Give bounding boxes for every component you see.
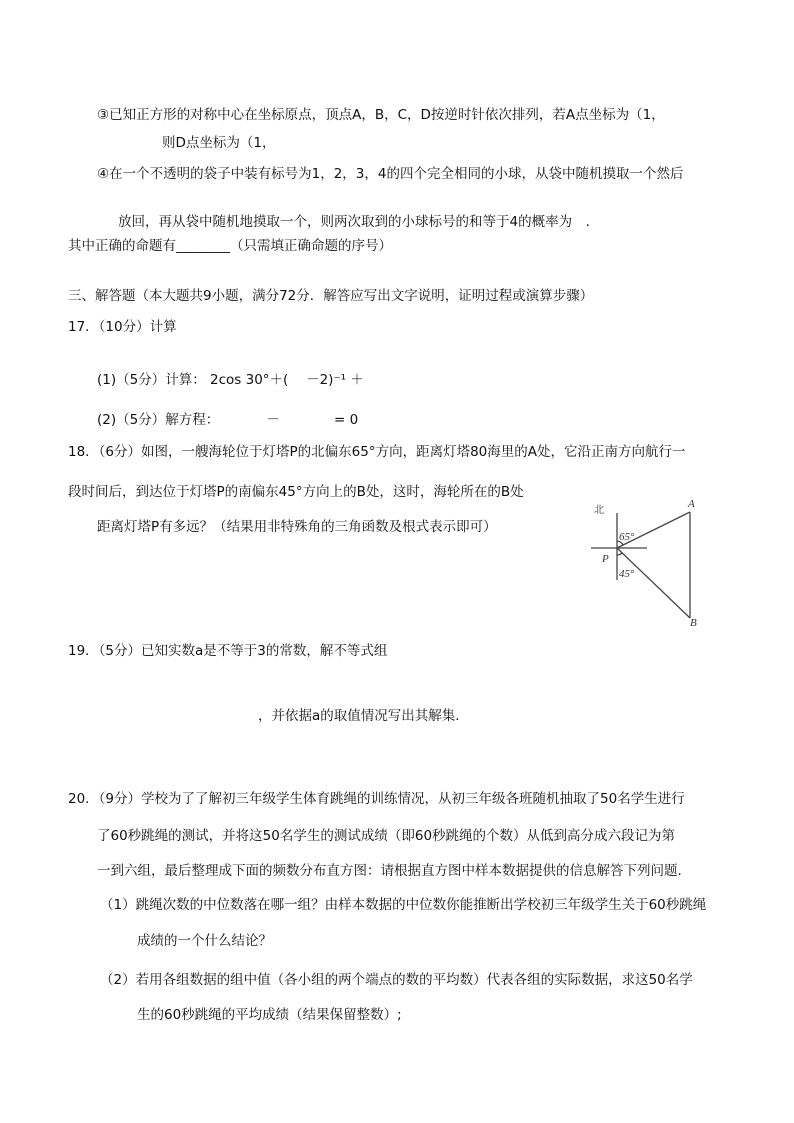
q17-title: 17．（10分）计算	[68, 319, 177, 335]
q18-line2: 段时间后，到达位于灯塔P的南偏东45°方向上的B处，这时，海轮所在的B处	[68, 484, 524, 500]
point-b-label: B	[690, 617, 697, 629]
segment-pb	[617, 548, 690, 618]
point-p-label: P	[602, 553, 609, 565]
q19-line1: 19．（5分）已知实数a是不等于3的常数，解不等式组	[68, 643, 388, 659]
q20-sub2-line2: 生的60秒跳绳的平均成绩（结果保留整数）;	[137, 1007, 402, 1023]
section3-heading: 三、解答题（本大题共9小题，满分72分．解答应写出文字说明，证明过程或演算步骤）	[68, 288, 594, 304]
q16-item4-line1: ④在一个不透明的袋子中装有标号为1，2，3，4的四个完全相同的小球，从袋中随机摸取一个然后	[97, 166, 684, 182]
q17-part1: (1)（5分）计算： 2cos 30°＋( －2)⁻¹ ＋	[97, 372, 364, 388]
angle-label-45: 45°	[619, 568, 635, 580]
q17-part2: (2)（5分）解方程： － = 0	[97, 412, 359, 428]
q20-sub2-line1: （2）若用各组数据的组中值（各小组的两个端点的数的平均数）代表各组的实际数据，求这50名学	[100, 972, 693, 988]
q18-line3: 距离灯塔P有多远？（结果用非特殊角的三角函数及根式表示即可）	[97, 519, 497, 535]
q20-sub1-line2: 成绩的一个什么结论？	[137, 933, 272, 949]
angle-label-65: 65°	[619, 531, 635, 543]
q20-line3: 一到六组，最后整理成下面的频数分布直方图：请根据直方图中样本数据提供的信息解答下列问题.	[97, 863, 682, 879]
q20-line1: 20．（9分）学校为了了解初三年级学生体育跳绳的训练情况，从初三年级各班随机抽取了50名学生进行	[68, 791, 685, 807]
q20-line2: 了60秒跳绳的测试，并将这50名学生的测试成绩（即60秒跳绳的个数）从低到高分成六段记为第	[97, 828, 676, 844]
q18-line1: 18．（6分）如图，一艘海轮位于灯塔P的北偏东65°方向，距离灯塔80海里的A处，它沿正南方向航行一	[68, 444, 686, 460]
q16-answer-prompt: 其中正确的命题有________（只需填正确命题的序号）	[68, 238, 392, 254]
q16-item3-line1: ③已知正方形的对称中心在坐标原点，顶点A，B，C，D按逆时针依次排列，若A点坐标为（1，	[97, 107, 665, 123]
q20-sub1-line1: （1）跳绳次数的中位数落在哪一组？由样本数据的中位数你能推断出学校初三年级学生关于60秒跳绳	[100, 897, 707, 913]
q18-lighthouse-figure	[580, 490, 720, 630]
q19-line2: ，并依据a的取值情况写出其解集.	[258, 708, 460, 724]
point-a-label: A	[688, 498, 695, 510]
angle-arc-45	[617, 553, 622, 555]
north-label: 北	[594, 505, 604, 516]
q16-item4-line2: 放回，再从袋中随机地摸取一个，则两次取到的小球标号的和等于4的概率为 .	[118, 214, 590, 230]
q16-item3-line2: 则D点坐标为（1，	[162, 135, 276, 151]
